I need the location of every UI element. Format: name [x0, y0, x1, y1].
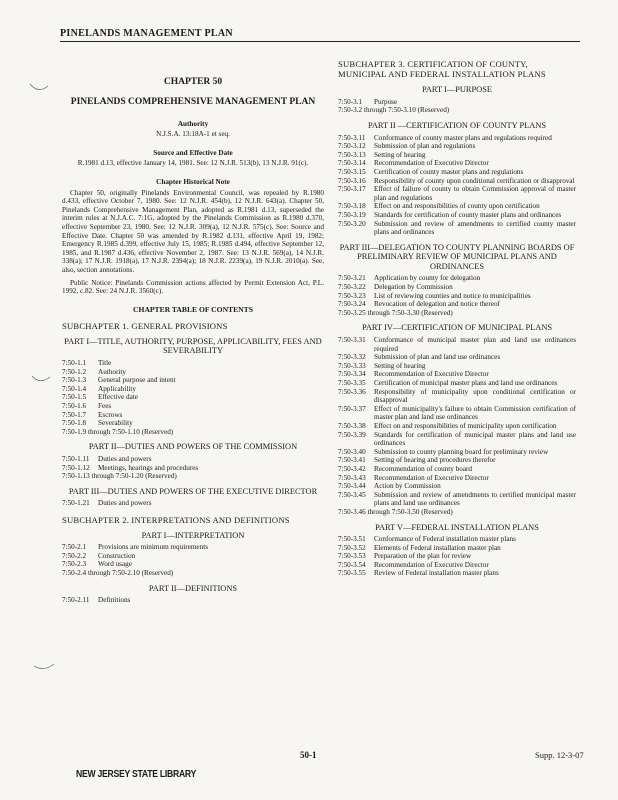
reserved-line: 7:50-3.2 through 7:50-3.10 (Reserved): [338, 106, 450, 115]
library-stamp: NEW JERSEY STATE LIBRARY: [76, 768, 197, 780]
r-part-2-list: [338, 134, 576, 237]
toc-entry: [338, 456, 576, 465]
section-title: Conformance of Federal installation master plans: [374, 535, 516, 544]
section-number: 7:50-3.36: [338, 387, 366, 396]
margin-mark-icon: [30, 372, 52, 386]
section-number: 7:50-3.43: [338, 473, 366, 482]
section-title: Meetings, hearings and procedures: [98, 463, 199, 472]
section-number: 7:50-1.2: [62, 367, 87, 376]
section-title: Setting of hearing: [374, 361, 426, 370]
toc-entry: [338, 405, 576, 422]
toc-entry: [338, 465, 576, 474]
toc-entry: [338, 151, 576, 160]
subchapter-2-heading: SUBCHAPTER 2. INTERPRETATIONS AND DEFINITIONS: [62, 514, 290, 525]
margin-mark-icon: [32, 660, 56, 674]
toc-entry: [338, 379, 576, 388]
toc-entry: [338, 535, 576, 544]
toc-entry: [338, 353, 576, 362]
r-part-1-list: [338, 98, 576, 107]
subchapter-3-heading: SUBCHAPTER 3. CERTIFICATION OF COUNTY, MUNICIPAL AND FEDERAL INSTALLATION PLANS: [338, 59, 546, 79]
section-number: 7:50-3.24: [338, 300, 366, 309]
toc-entry: [62, 385, 324, 394]
section-number: 7:50-3.45: [338, 490, 366, 499]
section-number: 7:50-3.41: [338, 456, 366, 465]
section-title: Setting of hearing: [374, 150, 426, 159]
section-number: 7:50-2.3: [62, 560, 87, 569]
section-number: 7:50-2.1: [62, 543, 87, 552]
left-column: [62, 60, 324, 605]
section-title: Responsibility of municipality upon conditional certification or disapproval: [374, 387, 576, 405]
section-number: 7:50-1.6: [62, 402, 87, 411]
section-title: Recommendation of Executive Director: [374, 159, 489, 168]
section-title: Recommendation of county board: [374, 464, 473, 473]
supplement-date: Supp. 12-3-07: [535, 750, 584, 760]
section-number: 7:50-3.51: [338, 535, 366, 544]
section-title: Word usage: [98, 560, 132, 569]
section-number: 7:50-1.7: [62, 410, 87, 419]
toc-entry: [62, 464, 324, 473]
section-number: 7:50-1.12: [62, 463, 90, 472]
toc-entry: [338, 431, 576, 448]
section-title: Conformance of municipal master plan and land use ordinances required: [374, 336, 576, 353]
section-number: 7:50-1.21: [62, 499, 90, 508]
section-number: 7:50-3.17: [338, 185, 366, 194]
section-title: Construction: [98, 551, 136, 560]
section-number: 7:50-3.53: [338, 552, 366, 561]
section-title: Certification of municipal master plans and land use ordinances: [374, 379, 558, 387]
toc-entry: [338, 168, 576, 177]
section-title: Duties and powers: [98, 499, 152, 508]
toc-entry: [338, 177, 576, 186]
toc-entry: [62, 419, 324, 428]
section-number: 7:50-3.54: [338, 560, 366, 569]
toc-entry: [338, 274, 576, 283]
toc-entry: [338, 561, 576, 570]
section-title: Review of Federal installation master plans: [374, 569, 499, 578]
section-number: 7:50-3.40: [338, 447, 366, 456]
subchapter-1-heading: SUBCHAPTER 1. GENERAL PROVISIONS: [62, 321, 228, 332]
page-number: 50-1: [300, 750, 317, 760]
section-number: 7:50-1.1: [62, 359, 87, 368]
part-2-heading: PART II—DUTIES AND POWERS OF THE COMMISSION: [88, 442, 298, 452]
section-number: 7:50-3.22: [338, 283, 366, 292]
section-number: 7:50-3.16: [338, 176, 366, 185]
section-title: Effective date: [98, 393, 138, 402]
section-title: Recommendation of Executive Director: [374, 473, 489, 482]
authority-text: N.J.S.A. 13:18A-1 et seq.: [156, 130, 230, 139]
section-title: Certification of county master plans and regulations: [374, 167, 524, 176]
section-number: 7:50-3.44: [338, 482, 366, 491]
running-header: PINELANDS MANAGEMENT PLAN: [60, 28, 580, 42]
section-number: 7:50-3.31: [338, 336, 366, 345]
toc-entry: [338, 422, 576, 431]
section-number: 7:50-3.18: [338, 202, 366, 211]
section-title: Applicability: [98, 384, 136, 393]
reserved-line: 7:50-1.9 through 7:50-1.10 (Reserved): [62, 427, 174, 436]
section-number: 7:50-3.15: [338, 167, 366, 176]
part-1-heading: PART I—TITLE, AUTHORITY, PURPOSE, APPLICABILITY, FEES AND SEVERABILITY: [64, 336, 322, 356]
toc-entry: [338, 220, 576, 237]
section-title: Application by county for delegation: [374, 274, 481, 283]
reserved-line: 7:50-3.46 through 7:50-3.50 (Reserved): [338, 507, 453, 516]
history-text: Chapter 50, originally Pinelands Environmental Council, was repealed by R.1980 d.433, effective October 7, 1980. See: 12 N.J.R. 454(b), 12 N.J.R. 643(a). Chapter 50, Pinelands Comprehensive Management Plan, adopted as R.1981 d.13, superseded the interim rules at N.J.A.C. 7:1G, adopted by the Pinelands Commission as R.1980 d.370, effective September 23, 1980. See: 12 N.J.R. 309(a), 12 N.J.R. 575(c). See: Source and Effective Date. Chapter 50 was amended by R.1982 d.131, effective April 19, 1982; Emergency R.1985 d.399, effective July 15, 1985; R.1985 d.494, effective September 12, 1985, and R.1987 d.436, effective November 2, 1987. See: 13 N.J.R. 569(a), 14 N.J.R. 338(a); 17 N.J.R. 1918(a), 17 N.J.R. 2394(a); 18 N.J.R. 2239(a), 19 N.J.R. 2010(a). See, also, section annotations.: [62, 188, 324, 274]
toc-entry: [62, 543, 324, 552]
section-title: Definitions: [98, 596, 131, 605]
r-part-3-list: [338, 274, 576, 308]
toc-entry: [338, 474, 576, 483]
section-title: Submission and review of amendments to certified county master plans and ordinances: [374, 219, 576, 237]
section-title: Setting of hearing and procedures therefor: [374, 456, 496, 465]
toc-entry: [62, 411, 324, 420]
section-number: 7:50-2.2: [62, 551, 87, 560]
section-title: Responsibility of county upon conditional certification or disapproval: [374, 176, 575, 185]
section-number: 7:50-3.39: [338, 430, 366, 439]
section-title: Conformance of county master plans and regulations required: [374, 133, 552, 142]
s2-part-2-list: [62, 596, 324, 605]
authority-heading: Authority: [177, 119, 209, 128]
section-number: 7:50-1.8: [62, 419, 87, 428]
section-number: 7:50-2.11: [62, 596, 90, 605]
section-title: Authority: [98, 367, 126, 376]
section-title: Effect on and responsibilities of county upon certification: [374, 202, 540, 211]
part-1-list: [62, 359, 324, 428]
section-number: 7:50-3.37: [338, 404, 366, 413]
section-number: 7:50-3.32: [338, 353, 366, 362]
right-column: [338, 60, 576, 578]
s2-part-1-list: [62, 543, 324, 569]
section-title: Severability: [98, 419, 133, 428]
toc-entry: [338, 569, 576, 578]
section-title: Submission and review of amendments to certified municipal master plans and land use ordinances: [374, 490, 576, 508]
section-number: 7:50-1.4: [62, 384, 87, 393]
history-heading: Chapter Historical Note: [156, 177, 230, 186]
section-title: Purpose: [374, 97, 398, 106]
toc-entry: [62, 596, 324, 605]
toc-entry: [338, 388, 576, 405]
section-number: 7:50-3.14: [338, 159, 366, 168]
margin-mark-icon: [28, 80, 50, 94]
toc-entry: [62, 499, 324, 508]
toc-entry: [338, 448, 576, 457]
section-number: 7:50-3.1: [338, 97, 363, 106]
toc-entry: [338, 283, 576, 292]
section-number: 7:50-3.19: [338, 210, 366, 219]
toc-entry: [338, 482, 576, 491]
section-number: 7:50-3.11: [338, 133, 366, 142]
section-title: Duties and powers: [98, 455, 152, 463]
section-number: 7:50-3.13: [338, 150, 366, 159]
toc-entry: [62, 552, 324, 561]
section-number: 7:50-3.35: [338, 379, 366, 387]
source-text: R.1981 d.13, effective January 14, 1981. See: 12 N.J.R. 513(b), 13 N.J.R. 91(c).: [77, 159, 309, 168]
toc-entry: [338, 202, 576, 211]
section-title: Elements of Federal installation master plan: [374, 543, 501, 552]
section-number: 7:50-3.20: [338, 219, 366, 228]
section-title: Effect on and responsibilities of municipality upon certification: [374, 421, 557, 430]
reserved-line: 7:50-2.4 through 7:50-2.10 (Reserved): [62, 568, 174, 577]
reserved-line: 7:50-1.13 through 7:50-1.20 (Reserved): [62, 472, 177, 481]
section-number: 7:50-3.52: [338, 543, 366, 552]
section-title: Preparation of the plan for review: [374, 552, 472, 561]
r-part-2-heading: PART II —CERTIFICATION OF COUNTY PLANS: [367, 120, 547, 130]
public-notice: Public Notice: Pinelands Commission actions affected by Permit Extension Act, P.L. 1992, c.82. See: 24 N.J.R. 3560(c).: [62, 278, 324, 296]
section-title: Submission of plan and regulations: [374, 142, 476, 151]
section-title: Effect of failure of county to obtain Commission approval of master plan and regulations: [374, 185, 576, 202]
toc-entry: [338, 159, 576, 168]
toc-entry: [338, 552, 576, 561]
r-part-5-list: [338, 535, 576, 578]
r-part-1-heading: PART I—PURPOSE: [421, 85, 492, 95]
toc-entry: [338, 292, 576, 301]
toc-heading: CHAPTER TABLE OF CONTENTS: [133, 304, 253, 314]
chapter-title: CHAPTER 50: [163, 77, 223, 87]
toc-entry: [338, 370, 576, 379]
toc-entry: [338, 362, 576, 371]
reserved-line: 7:50-3.25 through 7:50-3.30 (Reserved): [338, 308, 453, 317]
toc-entry: [338, 211, 576, 220]
toc-entry: [62, 402, 324, 411]
toc-entry: [62, 368, 324, 377]
toc-entry: [338, 544, 576, 553]
source-heading: Source and Effective Date: [153, 148, 233, 157]
section-title: Action by Commission: [374, 482, 441, 491]
section-title: Fees: [98, 402, 112, 411]
section-title: List of reviewing counties and notice to municipalities: [374, 291, 531, 300]
s2-part-1-heading: PART I—INTERPRETATION: [141, 530, 245, 540]
section-number: 7:50-1.5: [62, 393, 87, 402]
section-title: Effect of municipality's failure to obtain Commission certification of master plan and land use ordinances: [374, 404, 576, 422]
toc-entry: [338, 185, 576, 202]
section-number: 7:50-3.42: [338, 464, 366, 473]
section-number: 7:50-1.11: [62, 455, 90, 463]
section-title: Standards for certification of county master plans and ordinances: [374, 210, 562, 219]
toc-entry: [338, 142, 576, 151]
section-title: Submission of plan and land use ordinances: [374, 353, 501, 362]
section-title: Revocation of delegation and notice thereof: [374, 300, 500, 309]
section-number: 7:50-3.21: [338, 274, 366, 283]
toc-entry: [338, 336, 576, 353]
toc-entry: [62, 560, 324, 569]
section-title: Escrows: [98, 410, 123, 419]
section-number: 7:50-3.34: [338, 370, 366, 379]
section-number: 7:50-3.23: [338, 291, 366, 300]
section-number: 7:50-3.38: [338, 421, 366, 430]
s2-part-2-heading: PART II—DEFINITIONS: [148, 583, 238, 593]
toc-entry: [338, 491, 576, 508]
toc-entry: [62, 393, 324, 402]
section-title: Recommendation of Executive Director: [374, 560, 489, 569]
toc-entry: [62, 455, 324, 464]
section-title: Submission to county planning board for preliminary review: [374, 447, 549, 456]
part-3-heading: PART III—DUTIES AND POWERS OF THE EXECUTIVE DIRECTOR: [68, 486, 318, 496]
section-number: 7:50-1.3: [62, 376, 87, 385]
toc-entry: [338, 98, 576, 107]
part-3-list: [62, 499, 324, 508]
section-title: Standards for certification of municipal master plans and land use ordinances: [374, 430, 576, 448]
r-part-4-heading: PART IV—CERTIFICATION OF MUNICIPAL PLANS: [361, 323, 553, 333]
section-title: Delegation by Commission: [374, 283, 453, 292]
r-part-3-heading: PART III—DELEGATION TO COUNTY PLANNING BOARDS OF PRELIMINARY REVIEW OF MUNICIPAL PLANS AND ORDINANCES: [339, 242, 575, 271]
section-title: Title: [98, 359, 112, 368]
r-part-5-heading: PART V—FEDERAL INSTALLATION PLANS: [375, 522, 539, 532]
toc-entry: [338, 134, 576, 143]
r-part-4-list: [338, 336, 576, 508]
section-title: Provisions are minimum requirements: [98, 543, 208, 552]
toc-entry: [338, 300, 576, 309]
section-number: 7:50-3.12: [338, 142, 366, 151]
toc-entry: [62, 359, 324, 368]
section-number: 7:50-3.55: [338, 569, 366, 578]
section-title: General purpose and intent: [98, 376, 176, 385]
toc-entry: [62, 376, 324, 385]
section-title: Recommendation of Executive Director: [374, 370, 489, 379]
chapter-name: PINELANDS COMPREHENSIVE MANAGEMENT PLAN: [70, 96, 316, 107]
section-number: 7:50-3.33: [338, 361, 366, 370]
part-2-list: [62, 455, 324, 472]
